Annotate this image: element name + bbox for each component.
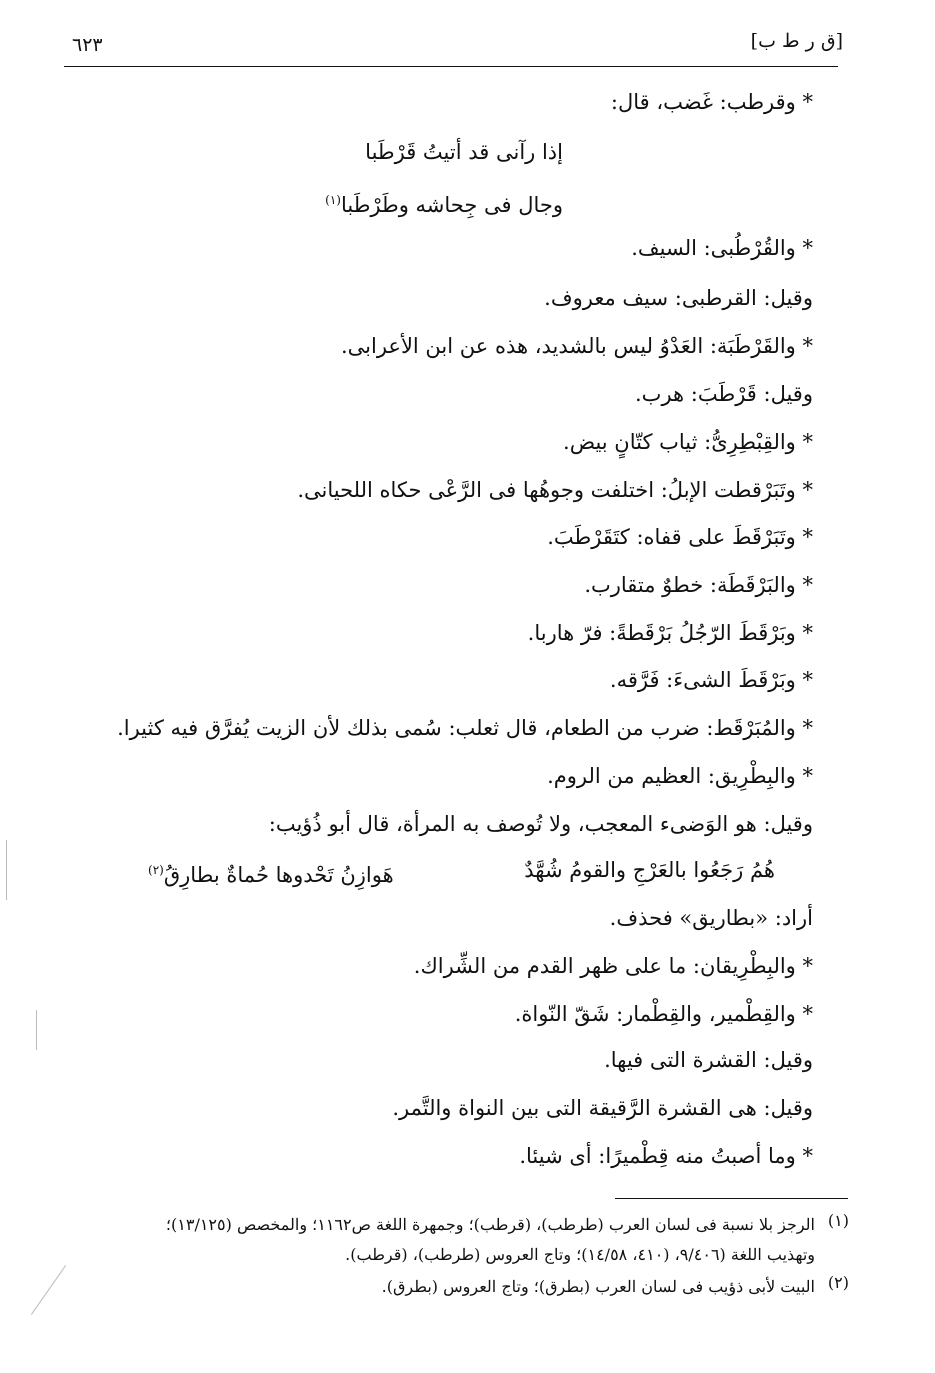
entry-qurtubi-alt: وقيل: القرطبى: سيف معروف. — [544, 286, 813, 310]
footnote-2-number: (٢) — [827, 1273, 849, 1292]
footnote-1-line-2: وتهذيب اللغة (٩/٤٠٦، (٤١٠، ١٤/٥٨)؛ وتاج العروس (طرطب)، (قرطب). — [345, 1245, 815, 1264]
entry-qartaba-noun: * والقَرْطَبَة: العَدْوُ ليس بالشديد، هذه عن ابن الأعرابى. — [340, 334, 813, 358]
entry-qibtiri: * والقِبْطِرِىُّ: ثياب كتّانٍ بيض. — [563, 430, 813, 454]
entry-barqata-noun: * والبَرْقَطَة: خطوٌ متقارب. — [584, 573, 813, 597]
scan-margin-mark — [31, 1265, 66, 1315]
entry-tabarqata: * وتَبَرْقَطَ على قفاه: كتَقَرْطَبَ. — [547, 525, 813, 549]
entry-qartaba: * وقرطب: غَضب، قال: — [610, 90, 813, 114]
entry-bitriqan: * والبِطْرِيقان: ما على ظهر القدم من الشِّراك. — [413, 954, 813, 978]
footnote-1-line-1: الرجز بلا نسبة فى لسان العرب (طرطب)، (قرطب)؛ وجمهرة اللغة ص١١٦٢؛ والمخصص (١٣/١٢٥)؛ — [165, 1215, 815, 1234]
entry-mubarqat: * والمُبَرْقَط: ضرب من الطعام، قال ثعلب: سُمى بذلك لأن الزيت يُفرَّق فيه كثيرا. — [117, 716, 813, 740]
entry-bitriq-alt: وقيل: هو الوَضىء المعجب، ولا تُوصف به المرأة، قال أبو ذُؤيب: — [268, 812, 813, 836]
page-number: ٦٢٣ — [72, 34, 103, 56]
verse-hemistich-2 — [148, 856, 394, 889]
entry-qitmir-alt-2: وقيل: هى القشرة الرَّقيقة التى بين النواة والتَّمر. — [392, 1096, 813, 1120]
poem-verse-2 — [325, 186, 563, 219]
header-rule — [64, 66, 838, 67]
footnote-ref-2: (٢) — [148, 863, 164, 877]
entry-barqata-thing: * وبَرْقَطَ الشىءَ: فَرَّقه. — [609, 668, 813, 692]
footnote-rule — [615, 1198, 848, 1199]
running-header-root: [ق ر ط ب] — [750, 30, 843, 52]
verse-hemistich-1: هُمُ رَجَعُوا بالعَرْجِ والقومُ شُهَّدٌ — [524, 858, 775, 882]
entry-bitriq: * والبِطْرِيق: العظيم من الروم. — [547, 764, 813, 788]
scan-margin-mark — [6, 840, 7, 900]
entry-qartaba-alt: وقيل: قَرْطَبَ: هرب. — [635, 382, 813, 406]
entry-qurtubi: * والقُرْطُبى: السيف. — [631, 236, 813, 260]
footnote-ref-1: (١) — [325, 193, 341, 207]
entry-qitmir-alt-1: وقيل: القشرة التى فيها. — [604, 1048, 813, 1072]
entry-tabarqatat: * وتَبَرْقطت الإبلُ: اختلفت وجوهُها فى الرَّعْى حكاه اللحيانى. — [297, 478, 813, 502]
scan-margin-mark — [36, 1010, 37, 1050]
entry-qitmir: * والقِطْمير، والقِطْمار: شَقّ النّواة. — [514, 1002, 813, 1026]
verse-hemistich-2-text: هَوازِنُ تَحْدوها حُماةٌ بطارِقُ — [163, 863, 394, 887]
footnote-1-number: (١) — [827, 1211, 849, 1230]
entry-barqata-verb: * وبَرْقَطَ الرّجُلُ بَرْقَطةً: فرّ هاربا. — [527, 621, 813, 645]
entry-arada: أراد: «بطاريق» فحذف. — [609, 906, 813, 930]
poem-verse-2-text: وجال فى جِحاشه وطَرْطَبا — [340, 193, 563, 217]
entry-asabtu: * وما أصبتُ منه قِطْميرًا: أى شيئا. — [519, 1144, 813, 1168]
poem-verse-1: إذا رآنى قد أتيتُ قَرْطَبا — [365, 140, 563, 164]
footnote-2-line-1: البيت لأبى ذؤيب فى لسان العرب (بطرق)؛ وتاج العروس (بطرق). — [381, 1277, 815, 1296]
